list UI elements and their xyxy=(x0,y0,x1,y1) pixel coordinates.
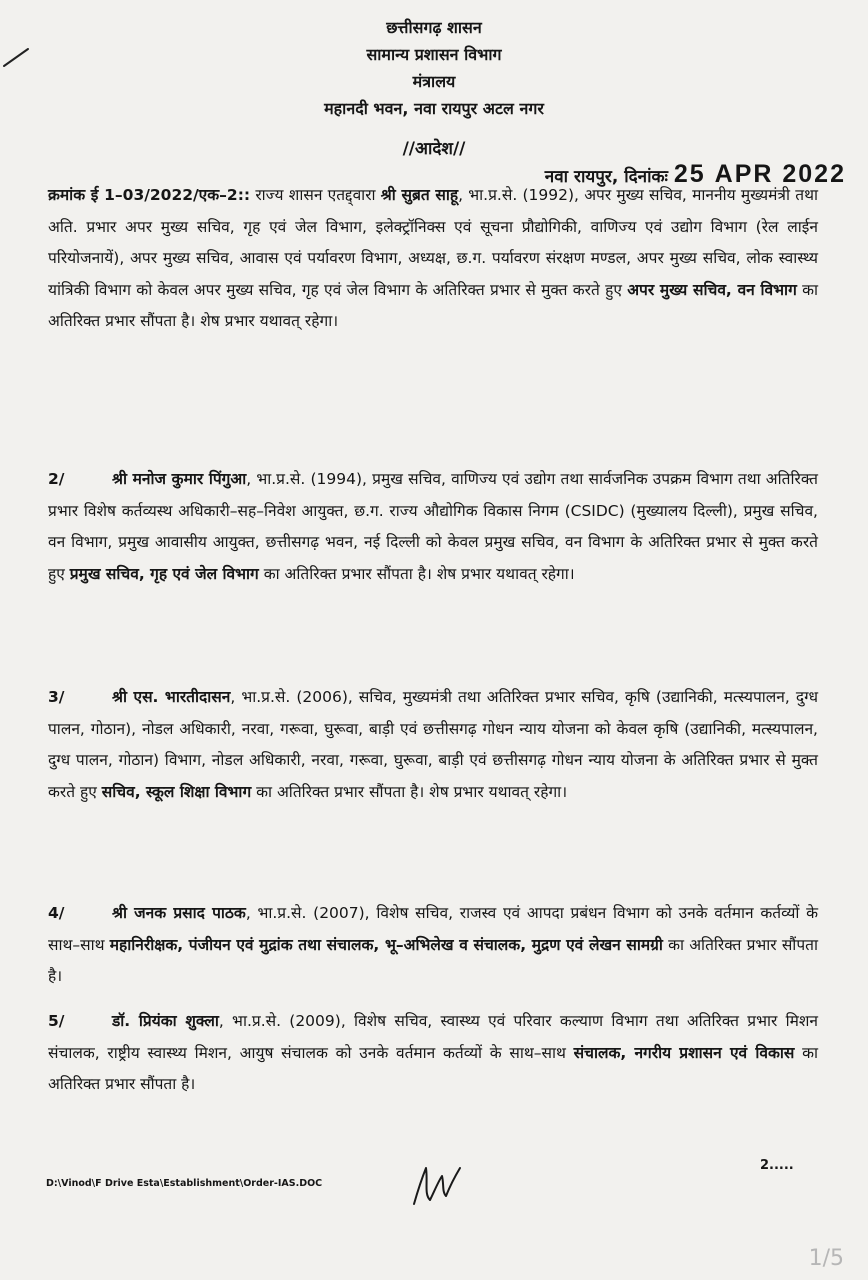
paragraph-1: क्रमांक ई 1–03/2022/एक–2:: राज्य शासन एतद्द्वारा श्री सुब्रत साहू, भा.प्र.से. (1992), अपर मुख्य सचिव, माननीय मुख्यमंत्री तथा अति. प्रभार अपर मुख्य सचिव, गृह एवं जेल विभाग, इलेक्ट्रॉनिक्स एवं सूचना प्रौद्योगिकी, वाणिज्य एवं उद्योग विभाग (रेल लाईन परियोजनायें), अपर मुख्य सचिव, आवास एवं पर्यावरण विभाग, अध्यक्ष, छ.ग. पर्यावरण संरक्षण मण्डल, अपर मुख्य सचिव, लोक स्वास्थ्य यांत्रिकी विभाग को केवल अपर मुख्य सचिव, गृह एवं जेल विभाग के अतिरिक्त प्रभार से मुक्त करते हुए अपर मुख्य सचिव, वन विभाग का अतिरिक्त प्रभार सौंपता है। शेष प्रभार यथावत् रहेगा। xyxy=(48,186,819,330)
paragraph-3: 3/ श्री एस. भारतीदासन, भा.प्र.से. (2006), सचिव, मुख्यमंत्री तथा अतिरिक्त प्रभार सचिव, कृषि (उद्यानिकी, मत्स्यपालन, दुग्ध पालन, गोठान), नोडल अधिकारी, नरवा, गरूवा, घुरूवा, बाड़ी एवं छत्तीसगढ़ गोधन न्याय योजना को केवल कृषि (उद्यानिकी, मत्स्यपालन, दुग्ध पालन, गोठान) विभाग, नोडल अधिकारी, नरवा, गरूवा, घुरूवा, बाड़ी एवं छत्तीसगढ़ गोधन न्याय योजना के अतिरिक्त प्रभार से मुक्त करते हुए सचिव, स्कूल शिक्षा विभाग का अतिरिक्त प्रभार सौंपता है। शेष प्रभार यथावत् रहेगा। xyxy=(48,682,818,808)
paragraph-2: 2/ श्री मनोज कुमार पिंगुआ, भा.प्र.से. (1994), प्रमुख सचिव, वाणिज्य एवं उद्योग तथा सार्वजनिक उपक्रम विभाग तथा अतिरिक्त प्रभार विशेष कर्तव्यस्थ अधिकारी–सह–निवेश आयुक्त, छ.ग. राज्य औद्योगिक विकास निगम (CSIDC) (मुख्यालय दिल्ली), प्रमुख सचिव, वन विभाग, प्रमुख आवासीय आयुक्त, छत्तीसगढ़ भवन, नई दिल्ली को केवल प्रमुख सचिव, वन विभाग के अतिरिक्त प्रभार से मुक्त करते हुए प्रमुख सचिव, गृह एवं जेल विभाग का अतिरिक्त प्रभार सौंपता है। शेष प्रभार यथावत् रहेगा। xyxy=(48,464,818,590)
paragraph-5: 5/ डॉ. प्रियंका शुक्ला, भा.प्र.से. (2009), विशेष सचिव, स्वास्थ्य एवं परिवार कल्याण विभाग तथा अतिरिक्त प्रभार मिशन संचालक, राष्ट्रीय स्वास्थ्य मिशन, आयुष संचालक को उनके वर्तमान कर्तव्यों के साथ–साथ संचालक, नगरीय प्रशासन एवं विकास का अतिरिक्त प्रभार सौंपता है। xyxy=(48,1006,818,1101)
paragraph-number: 4/ xyxy=(48,904,65,922)
assigned-charge: प्रमुख सचिव, गृह एवं जेल विभाग xyxy=(69,564,259,583)
officer-name: श्री एस. भारतीदासन xyxy=(112,688,231,706)
paragraph-number: 2/ xyxy=(48,470,65,488)
stamped-date: 25 APR 2022 xyxy=(673,160,846,188)
paragraph-number: 3/ xyxy=(48,688,65,706)
order-title: //आदेश// xyxy=(402,139,466,159)
officer-name: श्री सुब्रत साहू xyxy=(380,186,459,204)
header-department: सामान्य प्रशासन विभाग xyxy=(366,45,502,64)
page-counter: 1/5 xyxy=(808,1246,844,1271)
file-path: D:\Vinod\F Drive Esta\Establishment\Order-IAS.DOC xyxy=(46,1178,323,1189)
officer-name: डॉ. प्रियंका शुक्ला xyxy=(112,1012,219,1030)
order-number: क्रमांक ई 1–03/2022/एक–2:: xyxy=(48,186,251,204)
paragraph-number: 5/ xyxy=(48,1012,65,1030)
paragraph-4: 4/ श्री जनक प्रसाद पाठक, भा.प्र.से. (2007), विशेष सचिव, राजस्व एवं आपदा प्रबंधन विभाग को उनके वर्तमान कर्तव्यों के साथ–साथ महानिरीक्षक, पंजीयन एवं मुद्रांक तथा संचालक, भू–अभिलेख व संचालक, मुद्रण एवं लेखन सामग्री का अतिरिक्त प्रभार सौंपता है। xyxy=(48,898,818,993)
officer-name: श्री मनोज कुमार पिंगुआ xyxy=(112,470,247,488)
header-government: छत्तीसगढ़ शासन xyxy=(386,18,482,37)
header-address: महानदी भवन, नवा रायपुर अटल नगर xyxy=(324,99,544,118)
letterhead xyxy=(0,14,868,122)
assigned-charge: महानिरीक्षक, पंजीयन एवं मुद्रांक तथा संचालक, भू–अभिलेख व संचालक, मुद्रण एवं लेखन सामग्री xyxy=(109,935,663,954)
officer-name: श्री जनक प्रसाद पाठक xyxy=(112,904,246,922)
dateline-label: नवा रायपुर, दिनांकः xyxy=(544,167,668,187)
signature-icon xyxy=(408,1160,468,1210)
assigned-charge: सचिव, स्कूल शिक्षा विभाग xyxy=(101,782,252,801)
header-ministry: मंत्रालय xyxy=(412,72,456,91)
assigned-charge: संचालक, नगरीय प्रशासन एवं विकास xyxy=(573,1043,795,1062)
assigned-charge: अपर मुख्य सचिव, वन विभाग xyxy=(627,280,797,299)
next-page-marker: 2..... xyxy=(760,1158,794,1173)
